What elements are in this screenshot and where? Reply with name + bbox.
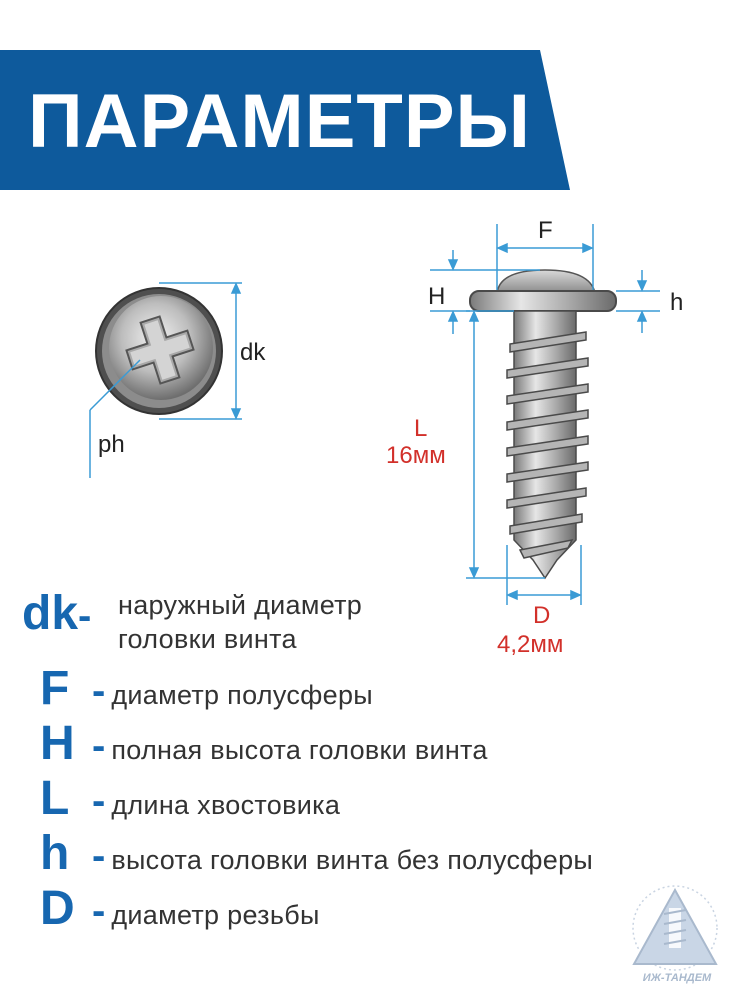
- F-label: F: [538, 217, 553, 244]
- D-value: 4,2мм: [497, 631, 564, 658]
- ph-label: ph: [98, 431, 125, 458]
- legend-symbol: h: [40, 827, 70, 880]
- legend-symbol: H: [40, 717, 75, 770]
- L-label: L: [414, 415, 428, 442]
- legend-dash: -: [92, 724, 106, 768]
- legend-description: высота головки винта без полусферы: [111, 845, 594, 875]
- legend-symbol: L: [40, 772, 70, 825]
- legend-dash: -: [92, 669, 106, 713]
- screw-side-view: [470, 270, 616, 578]
- legend-description: наружный диаметр: [118, 590, 363, 620]
- head-top-view: [96, 288, 222, 414]
- legend-dash: -: [92, 889, 106, 933]
- legend-description: длина хвостовика: [111, 790, 341, 820]
- legend-description: диаметр полусферы: [111, 680, 373, 710]
- legend-description: диаметр резьбы: [111, 900, 320, 930]
- page-title: ПАРАМЕТРЫ: [28, 79, 531, 164]
- D-label: D: [533, 602, 551, 629]
- legend-symbol: F: [40, 662, 70, 715]
- h-dimension: [616, 270, 660, 333]
- legend-dash: -: [92, 834, 106, 878]
- legend-description: полная высота головки винта: [111, 735, 488, 765]
- legend-symbol: D: [40, 882, 75, 935]
- logo-text: ИЖ-ТАНДЕМ: [642, 972, 712, 984]
- H-label: H: [428, 283, 446, 310]
- legend-description: головки винта: [118, 624, 297, 654]
- legend-symbol: dk: [22, 587, 79, 640]
- dk-label: dk: [240, 339, 266, 366]
- legend-dash: -: [92, 779, 106, 823]
- h-label: h: [670, 289, 684, 316]
- L-value: 16мм: [386, 442, 446, 469]
- legend-dash: -: [78, 594, 92, 638]
